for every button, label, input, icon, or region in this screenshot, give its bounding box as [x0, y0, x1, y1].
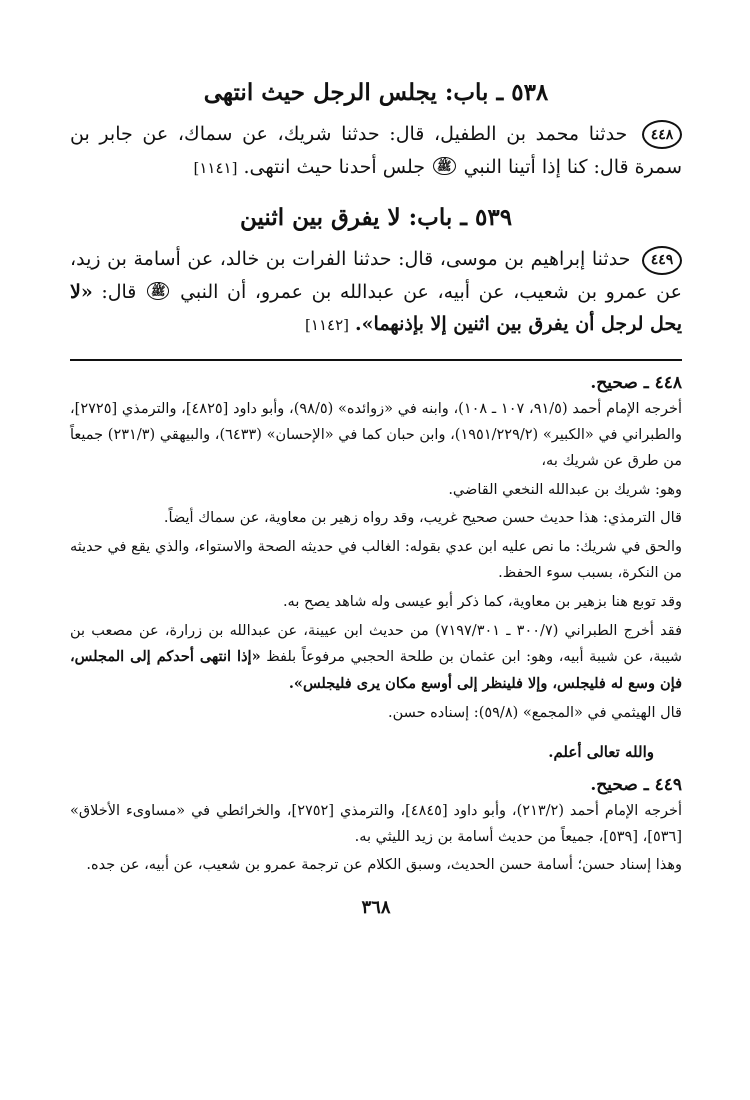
book-page [70, 78, 682, 918]
footnote-paragraph: قال الهيثمي في «المجمع» (٥٩/٨): إسناده حسن. [388, 704, 682, 721]
page-number: ٣٦٨ [361, 897, 391, 919]
footnote-449 [70, 775, 682, 879]
hadith-reference: [١١٤١] [193, 158, 238, 177]
footnote-paragraph: والحق في شريك: ما نص عليه ابن عدي بقوله: الغالب في حديثه الصحة والاستواء، والذي يقع في حديثه من النكرة، بسبب سوء الحفظ. [70, 539, 682, 581]
footnote-paragraph: أخرجه الإمام أحمد (٩١/٥، ١٠٧ ـ ١٠٨)، وابنه في «زوائده» (٩٨/٥)، وأبو داود [٤٨٢٥]، والترمذي [٢٧٢٥]، والطبراني في «الكبير» (١٩٥١/٢٢٩/٢)، وابن حبان كما في «الإحسان» (٦٤٣٣)، والبيهقي (٢٣١/٣) جميعاً من طرق عن شريك به، [70, 401, 682, 469]
footnote-paragraph: قال الترمذي: هذا حديث حسن صحيح غريب، وقد رواه زهير بن معاوية، عن سماك أيضاً. [163, 510, 682, 527]
hadith-number-badge: ٤٤٩ [642, 246, 682, 275]
hadith-reference: [١١٤٢] [305, 316, 349, 335]
chapter-538 [70, 78, 682, 183]
chapter-heading-538: ٥٣٨ ـ باب: يجلس الرجل حيث انتهى [203, 79, 549, 106]
closing-formula: والله تعالى أعلم. [548, 742, 654, 761]
footnote-448 [70, 373, 682, 727]
footnote-text: فقد أخرج الطبراني (٣٠٠/٧ ـ ٧١٩٧/٣٠١) من حديث ابن عيينة، عن عبدالله بن زرارة، عن مصعب بن شيبة، عن شيبة أبيه، وهو: ابن عثمان بن طلحة الحجبي مرفوعاً بلفظ [70, 622, 682, 666]
chapter-heading-539: ٥٣٩ ـ باب: لا يفرق بين اثنين [239, 204, 513, 232]
hadith-text: حدثنا إبراهيم بن موسى، قال: حدثنا الفرات بن خالد، عن أسامة بن زيد، عن عمرو بن شعيب، عن أبيه، عن عبدالله بن عمرو، أن النبي [70, 248, 682, 303]
hadith-448 [70, 118, 682, 183]
hadith-text: حدثنا محمد بن الطفيل، قال: حدثنا شريك، عن سماك، عن جابر بن سمرة قال: كنا إذا أتينا النبي [70, 122, 682, 178]
footnote-paragraph: وقد توبع هنا بزهير بن معاوية، كما ذكر أبو عيسى وله شاهد يصح به. [282, 593, 682, 610]
footnote-divider [70, 359, 682, 361]
hadith-quote: «لا يحل لرجل أن يفرق بين اثنين إلا بإذنهما». [70, 280, 682, 336]
footnote-paragraph: وهو: شريك بن عبدالله النخعي القاضي. [448, 481, 682, 498]
footnote-heading: ٤٤٩ ـ صحيح. [590, 774, 682, 795]
salutation-icon: ﷺ [433, 157, 456, 175]
salutation-icon: ﷺ [147, 282, 170, 300]
hadith-449 [70, 243, 682, 341]
hadith-number-badge: ٤٤٨ [642, 120, 682, 149]
footnote-paragraph: أخرجه الإمام أحمد (٢١٣/٢)، وأبو داود [٤٨٤٥]، والترمذي [٢٧٥٢]، والخرائطي في «مساوىء الأخلاق» [٥٣٦]، [٥٣٩]، جميعاً من حديث أسامة بن زيد الليثي به. [70, 802, 682, 845]
hadith-text-end: جلس أحدنا حيث انتهى. [243, 155, 425, 178]
footnote-paragraph [70, 619, 682, 698]
hadith-said: قال: [101, 280, 137, 303]
footnote-quote: «إذا انتهى أحدكم إلى المجلس، فإن وسع له فليجلس، وإلا فلينظر إلى أوسع مكان يرى فليجلس». [70, 648, 682, 693]
footnote-heading: ٤٤٨ ـ صحيح. [590, 373, 682, 394]
footnote-paragraph: وهذا إسناد حسن؛ أسامة حسن الحديث، وسبق الكلام عن ترجمة عمرو بن شعيب، عن أبيه، عن جده. [86, 857, 682, 874]
chapter-539 [70, 203, 682, 341]
